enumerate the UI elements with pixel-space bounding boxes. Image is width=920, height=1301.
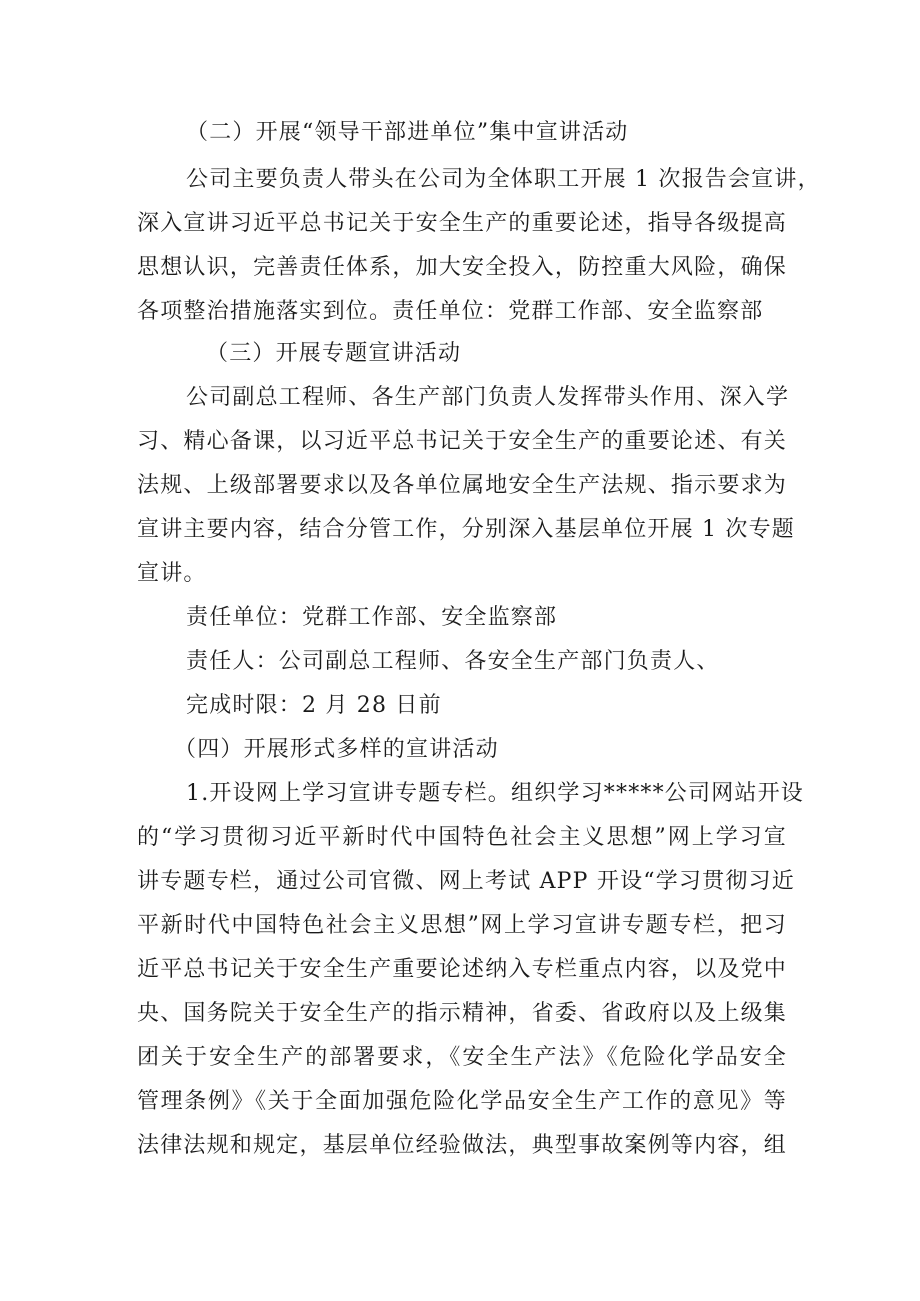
paragraph-line: 深入宣讲习近平总书记关于安全生产的重要论述，指导各级提高	[137, 211, 787, 236]
paragraph-line: 公司主要负责人带头在公司为全体职工开展 1 次报告会宣讲，	[186, 167, 821, 192]
paragraph-line: 团关于安全生产的部署要求，《安全生产法》《危险化学品安全	[137, 1045, 787, 1070]
paragraph-line: 讲专题专栏，通过公司官微、网上考试 APP 开设“学习贯彻习近	[137, 869, 795, 894]
deadline: 完成时限：2 月 28 日前	[186, 693, 442, 718]
paragraph-line: 法律法规和规定，基层单位经验做法，典型事故案例等内容，组	[137, 1133, 787, 1158]
section-heading-4: （四）开展形式多样的宣讲活动	[174, 737, 499, 762]
paragraph-line: 管理条例》《关于全面加强危险化学品安全生产工作的意见》等	[137, 1089, 787, 1114]
section-heading-3: （三）开展专题宣讲活动	[206, 341, 462, 366]
paragraph-line: 近平总书记关于安全生产重要论述纳入专栏重点内容，以及党中	[137, 957, 787, 982]
paragraph-line: 平新时代中国特色社会主义思想”网上学习宣讲专题专栏，把习	[137, 913, 787, 938]
paragraph-line: 的“学习贯彻习近平新时代中国特色社会主义思想”网上学习宣	[137, 825, 787, 850]
section-heading-2: （二）开展“领导干部进单位”集中宣讲活动	[186, 120, 629, 145]
responsible-unit: 责任单位：党群工作部、安全监察部	[186, 605, 558, 630]
paragraph-line: 宣讲主要内容，结合分管工作，分别深入基层单位开展 1 次专题	[137, 517, 795, 542]
paragraph-line: 思想认识，完善责任体系，加大安全投入，防控重大风险，确保	[137, 255, 787, 280]
paragraph-line: 各项整治措施落实到位。责任单位：党群工作部、安全监察部	[137, 299, 764, 324]
paragraph-line: 宣讲。	[137, 561, 207, 586]
paragraph-line: 1.开设网上学习宣讲专题专栏。组织学习*****公司网站开设	[186, 781, 804, 806]
paragraph-line: 央、国务院关于安全生产的指示精神，省委、省政府以及上级集	[137, 1001, 787, 1026]
responsible-person: 责任人：公司副总工程师、各安全生产部门负责人、	[186, 649, 720, 674]
paragraph-line: 习、精心备课，以习近平总书记关于安全生产的重要论述、有关	[137, 429, 787, 454]
paragraph-line: 公司副总工程师、各生产部门负责人发挥带头作用、深入学	[186, 385, 790, 410]
paragraph-line: 法规、上级部署要求以及各单位属地安全生产法规、指示要求为	[137, 473, 787, 498]
